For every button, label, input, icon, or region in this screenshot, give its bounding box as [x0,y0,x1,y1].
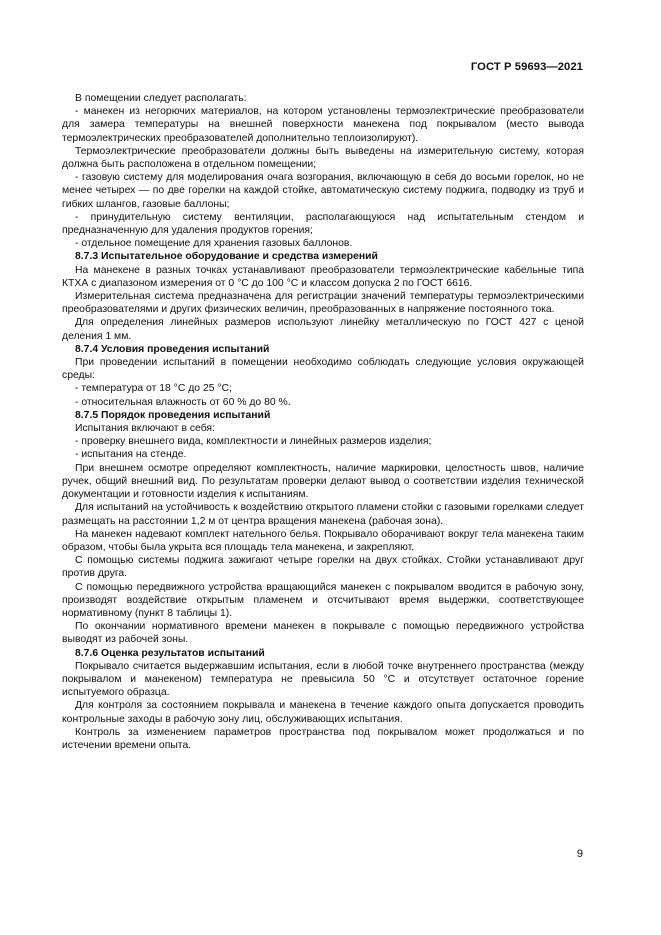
paragraph: - манекен из негорючих материалов, на котором установлены термоэлектрические преобразователи для замера температуры на внешней поверхности манекена под покрывалом (место вывода термоэлектрических преобразователей дополнительно теплоизолируют). [62,106,584,144]
paragraph: - относительная влажность от 60 % до 80 %. [75,396,291,408]
paragraph: - испытания на стенде. [75,449,187,461]
paragraph: По окончании нормативного времени манекен в покрывале с помощью передвижного устройства выводят из рабочей зоны. [62,621,584,646]
document-body [62,92,584,752]
paragraph: Для контроля за состоянием покрывала и манекена в течение каждого опыта допускается проводить контрольные заходы в рабочую зону лиц, обслуживающих испытания. [62,700,584,725]
section-heading: 8.7.5 Порядок проведения испытаний [75,409,271,421]
section-heading: 8.7.4 Условия проведения испытаний [75,343,270,355]
standard-header: ГОСТ Р 59693—2021 [470,61,583,73]
paragraph: На манекене в разных точках устанавливают преобразователи термоэлектрические кабельные типа КТХА с диапазоном измерения от 0 °С до 100 °С и классом допуска 2 по ГОСТ 6616. [62,264,584,289]
section-heading: 8.7.3 Испытательное оборудование и средства измерений [75,251,378,263]
paragraph: С помощью системы поджига зажигают четыре горелки на двух стойках. Стойки устанавливают друг против друга. [62,555,584,580]
paragraph: Термоэлектрические преобразователи должны быть выведены на измерительную систему, которая должна быть расположена в отдельном помещении; [62,145,584,171]
paragraph: - принудительную систему вентиляции, располагающуюся над испытательным стендом и предназначенную для удаления продуктов горения; [62,211,584,237]
paragraph: Покрывало считается выдержавшим испытания, если в любой точке внутреннего пространства (между покрывалом и манекеном) температура не превысила 50 °С и отсутствует остаточное горение испытуемого образца. [62,660,584,699]
paragraph: Для определения линейных размеров используют линейку металлическую по ГОСТ 427 с ценой деления 1 мм. [62,317,584,342]
paragraph: Для испытаний на устойчивость к воздействию открытого пламени стойки с газовыми горелками следует размещать на расстоянии 1,2 м от центра вращения манекена (рабочая зона). [62,502,584,527]
paragraph: Испытания включают в себя: [75,423,215,435]
paragraph: На манекен надевают комплект нательного белья. Покрывало оборачивают вокруг тела манекена таким образом, чтобы была укрыта вся площадь тела манекена, и закрепляют. [62,528,584,553]
paragraph: - отдельное помещение для хранения газовых баллонов. [75,238,353,250]
paragraph: В помещении следует располагать: [75,93,247,104]
paragraph: - проверку внешнего вида, комплектности и линейных размеров изделия; [75,436,432,448]
paragraph: Контроль за изменением параметров пространства под покрывалом может продолжаться и по истечении времени опыта. [62,726,584,751]
page-number: 9 [576,848,583,860]
paragraph: Измерительная система предназначена для регистрации значений температуры термоэлектрическими преобразователями и других физических величин, преобразованных в напряжение постоянного тока. [62,291,584,316]
paragraph: При внешнем осмотре определяют комплектность, наличие маркировки, целостность швов, наличие ручек, общий внешний вид. По результатам проверки делают вывод о соответствии изделия технической документации и готовности изделия к испытаниям. [62,462,584,501]
paragraph: - газовую систему для моделирования очага возгорания, включающую в себя до восьми горелок, но не менее четырех — по две горелки на каждой стойке, автоматическую систему поджига, подводку из труб и гибких шлангов, газовые баллоны; [62,172,584,210]
paragraph: При проведении испытаний в помещении необходимо соблюдать следующие условия окружающей среды: [62,357,584,382]
paragraph: - температура от 18 °С до 25 °С; [75,383,232,395]
paragraph: С помощью передвижного устройства вращающийся манекен с покрывалом вводится в рабочую зону, производят воздействие открытым пламенем и отсчитывают время выдержки, соответствующее нормативному (пункт 8 таблицы 1). [62,581,584,619]
section-heading: 8.7.6 Оценка результатов испытаний [75,647,265,659]
